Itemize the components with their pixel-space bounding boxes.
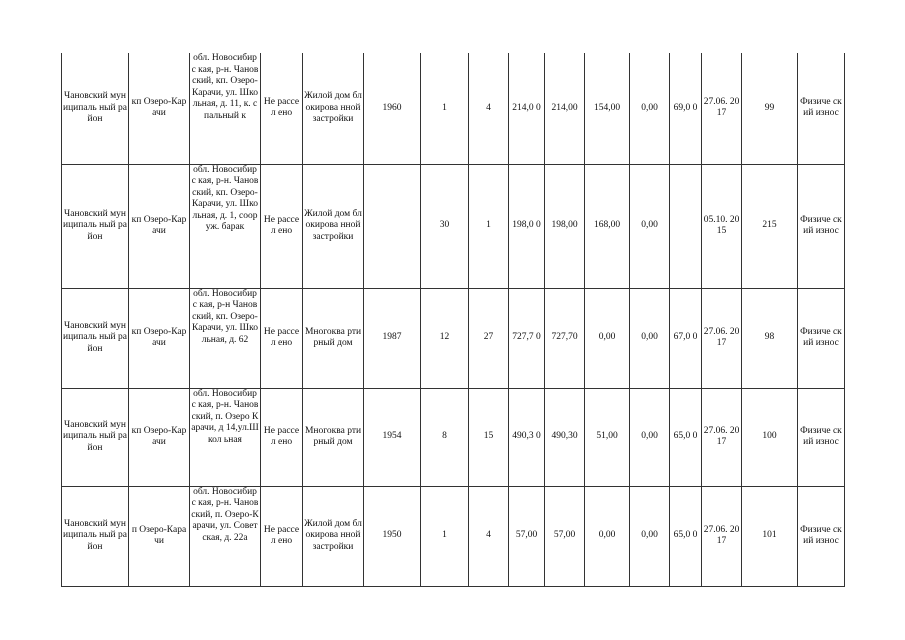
area-municipal-cell: 0,00 xyxy=(630,288,670,388)
building-type-cell: Жилой дом блокирова нной застройки xyxy=(303,486,364,586)
settlement-cell: кп Озеро-Карачи xyxy=(129,388,190,486)
document-number-cell: 98 xyxy=(742,288,798,388)
area-municipal-cell: 0,00 xyxy=(630,164,670,288)
date-cell: 27.06. 2017 xyxy=(702,288,742,388)
reason-cell: Физиче ский износ xyxy=(798,53,845,164)
floors-cell: 30 xyxy=(421,164,469,288)
year-cell xyxy=(364,164,421,288)
area-living-cell: 57,00 xyxy=(545,486,585,586)
area-living-cell: 490,30 xyxy=(545,388,585,486)
building-type-cell: Жилой дом блокирова нной застройки xyxy=(303,164,364,288)
district-cell: Чановский муниципаль ный район xyxy=(62,388,129,486)
district-cell: Чановский муниципаль ный район xyxy=(62,164,129,288)
resettlement-status-cell: Не рассел ено xyxy=(261,486,303,586)
address-cell: обл. Новосибирс кая, р-н Чановский, кп. Озеро-Карачи, ул. Школьная, д. 62 xyxy=(190,288,261,388)
area-living-cell: 214,00 xyxy=(545,53,585,164)
area-total-cell: 214,0 0 xyxy=(509,53,545,164)
district-cell: Чановский муниципаль ный район xyxy=(62,288,129,388)
wear-cell: 65,0 0 xyxy=(670,388,702,486)
document-number-cell: 101 xyxy=(742,486,798,586)
date-cell: 27.06. 2017 xyxy=(702,388,742,486)
floors-cell: 8 xyxy=(421,388,469,486)
apartments-cell: 15 xyxy=(469,388,509,486)
building-type-cell: Многоква ртирный дом xyxy=(303,388,364,486)
year-cell: 1987 xyxy=(364,288,421,388)
settlement-cell: кп Озеро-Карачи xyxy=(129,53,190,164)
area-private-cell: 51,00 xyxy=(585,388,630,486)
area-municipal-cell: 0,00 xyxy=(630,53,670,164)
wear-cell: 69,0 0 xyxy=(670,53,702,164)
building-type-cell: Жилой дом блокирова нной застройки xyxy=(303,53,364,164)
settlement-cell: кп Озеро-Карачи xyxy=(129,164,190,288)
reason-cell: Физиче ский износ xyxy=(798,388,845,486)
year-cell: 1960 xyxy=(364,53,421,164)
document-number-cell: 100 xyxy=(742,388,798,486)
resettlement-status-cell: Не рассел ено xyxy=(261,53,303,164)
table-row xyxy=(62,288,845,388)
district-cell: Чановский муниципаль ный район xyxy=(62,486,129,586)
area-municipal-cell: 0,00 xyxy=(630,486,670,586)
document-number-cell: 99 xyxy=(742,53,798,164)
apartments-cell: 1 xyxy=(469,164,509,288)
apartments-cell: 4 xyxy=(469,486,509,586)
date-cell: 27.06. 2017 xyxy=(702,53,742,164)
housing-registry-table xyxy=(61,53,845,587)
area-total-cell: 490,3 0 xyxy=(509,388,545,486)
resettlement-status-cell: Не рассел ено xyxy=(261,164,303,288)
table-row xyxy=(62,388,845,486)
reason-cell: Физиче ский износ xyxy=(798,164,845,288)
wear-cell xyxy=(670,164,702,288)
wear-cell: 67,0 0 xyxy=(670,288,702,388)
district-cell: Чановский муниципаль ный район xyxy=(62,53,129,164)
area-private-cell: 168,00 xyxy=(585,164,630,288)
address-cell: обл. Новосибирс кая, р-н. Чановский, кп. Озеро-Карачи, ул. Школьная, д. 1, сооруж. барак xyxy=(190,164,261,288)
area-living-cell: 198,00 xyxy=(545,164,585,288)
area-living-cell: 727,70 xyxy=(545,288,585,388)
address-cell: обл. Новосибирс кая, р-н. Чановский, п. Озеро-Карачи, ул. Советская, д. 22а xyxy=(190,486,261,586)
reason-cell: Физиче ский износ xyxy=(798,486,845,586)
area-private-cell: 0,00 xyxy=(585,288,630,388)
table-row xyxy=(62,164,845,288)
address-cell: обл. Новосибирс кая, р-н. Чановский, п. Озеро Карачи, д 14,ул.Школ ьная xyxy=(190,388,261,486)
area-total-cell: 727,7 0 xyxy=(509,288,545,388)
document-number-cell: 215 xyxy=(742,164,798,288)
floors-cell: 1 xyxy=(421,486,469,586)
apartments-cell: 27 xyxy=(469,288,509,388)
resettlement-status-cell: Не рассел ено xyxy=(261,288,303,388)
year-cell: 1950 xyxy=(364,486,421,586)
table-row xyxy=(62,53,845,164)
area-municipal-cell: 0,00 xyxy=(630,388,670,486)
floors-cell: 12 xyxy=(421,288,469,388)
settlement-cell: п Озеро-Карачи xyxy=(129,486,190,586)
reason-cell: Физиче ский износ xyxy=(798,288,845,388)
floors-cell: 1 xyxy=(421,53,469,164)
date-cell: 27.06. 2017 xyxy=(702,486,742,586)
building-type-cell: Многоква ртирный дом xyxy=(303,288,364,388)
area-private-cell: 0,00 xyxy=(585,486,630,586)
settlement-cell: кп Озеро-Карачи xyxy=(129,288,190,388)
wear-cell: 65,0 0 xyxy=(670,486,702,586)
apartments-cell: 4 xyxy=(469,53,509,164)
area-private-cell: 154,00 xyxy=(585,53,630,164)
area-total-cell: 57,00 xyxy=(509,486,545,586)
address-cell: обл. Новосибирс кая, р-н. Чановский, кп. Озеро-Карачи, ул. Школьная, д. 11, к. спальный к xyxy=(190,53,261,164)
table-row xyxy=(62,486,845,586)
area-total-cell: 198,0 0 xyxy=(509,164,545,288)
date-cell: 05.10. 2015 xyxy=(702,164,742,288)
resettlement-status-cell: Не рассел ено xyxy=(261,388,303,486)
year-cell: 1954 xyxy=(364,388,421,486)
